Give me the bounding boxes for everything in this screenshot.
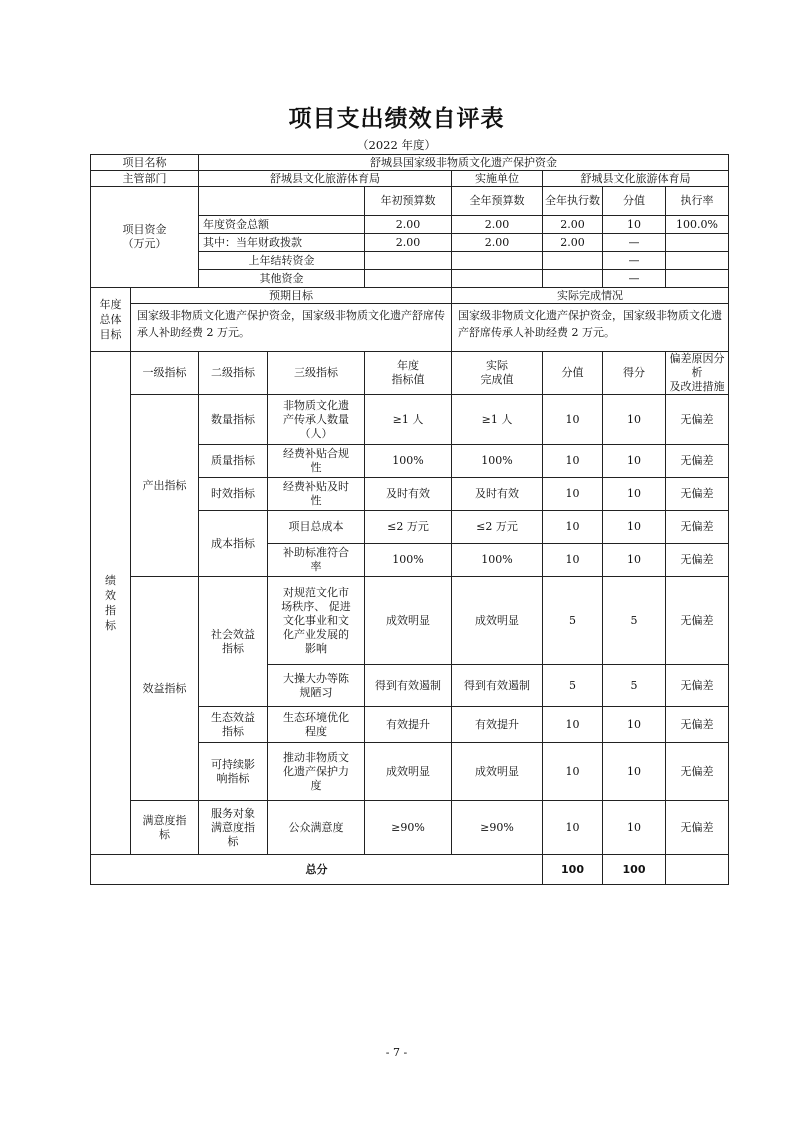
reason-cell: 无偏差 — [666, 707, 729, 743]
self-evaluation-table — [90, 154, 729, 885]
funds-header: 全年执行数 — [543, 187, 603, 216]
l3-cell: 项目总成本 — [268, 511, 365, 544]
reason-cell: 无偏差 — [666, 395, 729, 445]
total-blank — [666, 855, 729, 885]
perf-header-reason: 偏差原因分析 及改进措施 — [666, 352, 729, 395]
target-cell: ≥1 人 — [365, 395, 452, 445]
l3-cell: 补助标准符合 率 — [268, 544, 365, 577]
l3-cell: 生态环境优化 程度 — [268, 707, 365, 743]
l3-cell: 非物质文化遗 产传承人数量 （人） — [268, 395, 365, 445]
reason-cell: 无偏差 — [666, 445, 729, 478]
l2-cell: 质量指标 — [199, 445, 268, 478]
total-score-value: 100 — [543, 855, 603, 885]
funds-header: 执行率 — [666, 187, 729, 216]
total-row — [91, 855, 729, 885]
reason-cell: 无偏差 — [666, 511, 729, 544]
reason-cell: 无偏差 — [666, 544, 729, 577]
actual-cell: 得到有效遏制 — [452, 665, 543, 707]
funds-row-name: 上年结转资金 — [199, 252, 365, 270]
target-cell: 得到有效遏制 — [365, 665, 452, 707]
expected-goal-text: 国家级非物质文化遗产保护资金，国家级非物质文化遗产舒席传承人补助经费 2 万元。 — [131, 304, 452, 352]
funds-cell — [666, 252, 729, 270]
score-value-cell: 10 — [543, 801, 603, 855]
score-value-cell: 10 — [543, 511, 603, 544]
l2-cell: 可持续影 响指标 — [199, 743, 268, 801]
funds-label: 项目资金 （万元） — [91, 187, 199, 288]
score-cell: 5 — [603, 577, 666, 665]
funds-row-name: 其他资金 — [199, 270, 365, 288]
funds-cell: 2.00 — [452, 234, 543, 252]
score-value-cell: 5 — [543, 665, 603, 707]
l1-effect: 效益指标 — [131, 577, 199, 801]
funds-cell: — — [603, 252, 666, 270]
perf-header-l1: 一级指标 — [131, 352, 199, 395]
l2-cell: 成本指标 — [199, 511, 268, 577]
actual-goal-text: 国家级非物质文化遗产保护资金，国家级非物质文化遗产舒席传承人补助经费 2 万元。 — [452, 304, 729, 352]
score-cell: 10 — [603, 445, 666, 478]
target-cell: 有效提升 — [365, 707, 452, 743]
score-value-cell: 5 — [543, 577, 603, 665]
perf-label: 绩 效 指 标 — [91, 352, 131, 855]
table-row — [91, 577, 729, 665]
actual-goal-header: 实际完成情况 — [452, 288, 729, 304]
expected-goal-header: 预期目标 — [131, 288, 452, 304]
actual-cell: 及时有效 — [452, 478, 543, 511]
target-cell: ≥90% — [365, 801, 452, 855]
actual-cell: 100% — [452, 544, 543, 577]
actual-cell: 成效明显 — [452, 743, 543, 801]
score-cell: 10 — [603, 395, 666, 445]
actual-cell: ≤2 万元 — [452, 511, 543, 544]
perf-header-target: 年度 指标值 — [365, 352, 452, 395]
reason-cell: 无偏差 — [666, 801, 729, 855]
l3-cell: 公众满意度 — [268, 801, 365, 855]
funds-cell: 2.00 — [365, 234, 452, 252]
perf-header-l2: 二级指标 — [199, 352, 268, 395]
funds-header: 年初预算数 — [365, 187, 452, 216]
target-cell: 成效明显 — [365, 743, 452, 801]
project-name-label: 项目名称 — [91, 155, 199, 171]
score-cell: 5 — [603, 665, 666, 707]
funds-cell — [666, 234, 729, 252]
reason-cell: 无偏差 — [666, 478, 729, 511]
page-title: 项目支出绩效自评表 — [288, 106, 505, 132]
l3-cell: 经费补贴合规 性 — [268, 445, 365, 478]
target-cell: 100% — [365, 544, 452, 577]
funds-cell: 100.0% — [666, 216, 729, 234]
l3-cell: 经费补贴及时 性 — [268, 478, 365, 511]
actual-cell: ≥90% — [452, 801, 543, 855]
target-cell: ≤2 万元 — [365, 511, 452, 544]
score-value-cell: 10 — [543, 544, 603, 577]
table-row — [91, 801, 729, 855]
l3-cell: 对规范文化市 场秩序、 促进 文化事业和文 化产业发展的 影响 — [268, 577, 365, 665]
page-number: - 7 - — [385, 1046, 408, 1059]
funds-row-name: 年度资金总额 — [199, 216, 365, 234]
score-value-cell: 10 — [543, 743, 603, 801]
score-value-cell: 10 — [543, 445, 603, 478]
score-value-cell: 10 — [543, 478, 603, 511]
l3-cell: 推动非物质文 化遗产保护力 度 — [268, 743, 365, 801]
funds-cell: 2.00 — [452, 216, 543, 234]
reason-cell: 无偏差 — [666, 743, 729, 801]
funds-cell: — — [603, 270, 666, 288]
funds-cell — [666, 270, 729, 288]
actual-cell: 成效明显 — [452, 577, 543, 665]
target-cell: 100% — [365, 445, 452, 478]
funds-row-name: 其中：当年财政拨款 — [199, 234, 365, 252]
score-cell: 10 — [603, 707, 666, 743]
score-cell: 10 — [603, 544, 666, 577]
unit-value: 舒城县文化旅游体育局 — [543, 171, 729, 187]
l3-cell: 大操大办等陈 规陋习 — [268, 665, 365, 707]
funds-cell — [543, 252, 603, 270]
l2-cell: 数量指标 — [199, 395, 268, 445]
funds-header: 分值 — [603, 187, 666, 216]
dept-value: 舒城县文化旅游体育局 — [199, 171, 452, 187]
actual-cell: 有效提升 — [452, 707, 543, 743]
dept-label: 主管部门 — [91, 171, 199, 187]
score-cell: 10 — [603, 511, 666, 544]
actual-cell: ≥1 人 — [452, 395, 543, 445]
perf-header-score-value: 分值 — [543, 352, 603, 395]
funds-cell — [452, 252, 543, 270]
funds-cell: 2.00 — [543, 234, 603, 252]
table-row — [91, 395, 729, 445]
reason-cell: 无偏差 — [666, 577, 729, 665]
l2-cell: 时效指标 — [199, 478, 268, 511]
funds-cell: 2.00 — [543, 216, 603, 234]
funds-header: 全年预算数 — [452, 187, 543, 216]
score-cell: 10 — [603, 801, 666, 855]
funds-header-blank — [199, 187, 365, 216]
funds-cell — [365, 252, 452, 270]
perf-header-l3: 三级指标 — [268, 352, 365, 395]
funds-cell: 10 — [603, 216, 666, 234]
report-year: （2022 年度） — [357, 138, 436, 152]
target-cell: 及时有效 — [365, 478, 452, 511]
score-value-cell: 10 — [543, 395, 603, 445]
score-value-cell: 10 — [543, 707, 603, 743]
reason-cell: 无偏差 — [666, 665, 729, 707]
perf-header-score: 得分 — [603, 352, 666, 395]
unit-label: 实施单位 — [452, 171, 543, 187]
funds-cell — [365, 270, 452, 288]
total-label: 总分 — [91, 855, 543, 885]
l2-cell: 社会效益 指标 — [199, 577, 268, 707]
total-score: 100 — [603, 855, 666, 885]
actual-cell: 100% — [452, 445, 543, 478]
funds-cell: — — [603, 234, 666, 252]
l2-cell: 服务对象 满意度指 标 — [199, 801, 268, 855]
funds-cell — [543, 270, 603, 288]
funds-cell: 2.00 — [365, 216, 452, 234]
score-cell: 10 — [603, 478, 666, 511]
perf-header-actual: 实际 完成值 — [452, 352, 543, 395]
project-name-value: 舒城县国家级非物质文化遗产保护资金 — [199, 155, 729, 171]
target-cell: 成效明显 — [365, 577, 452, 665]
l1-output: 产出指标 — [131, 395, 199, 577]
l1-satisfaction: 满意度指 标 — [131, 801, 199, 855]
funds-cell — [452, 270, 543, 288]
score-cell: 10 — [603, 743, 666, 801]
goals-label: 年度 总体 目标 — [91, 288, 131, 352]
l2-cell: 生态效益 指标 — [199, 707, 268, 743]
